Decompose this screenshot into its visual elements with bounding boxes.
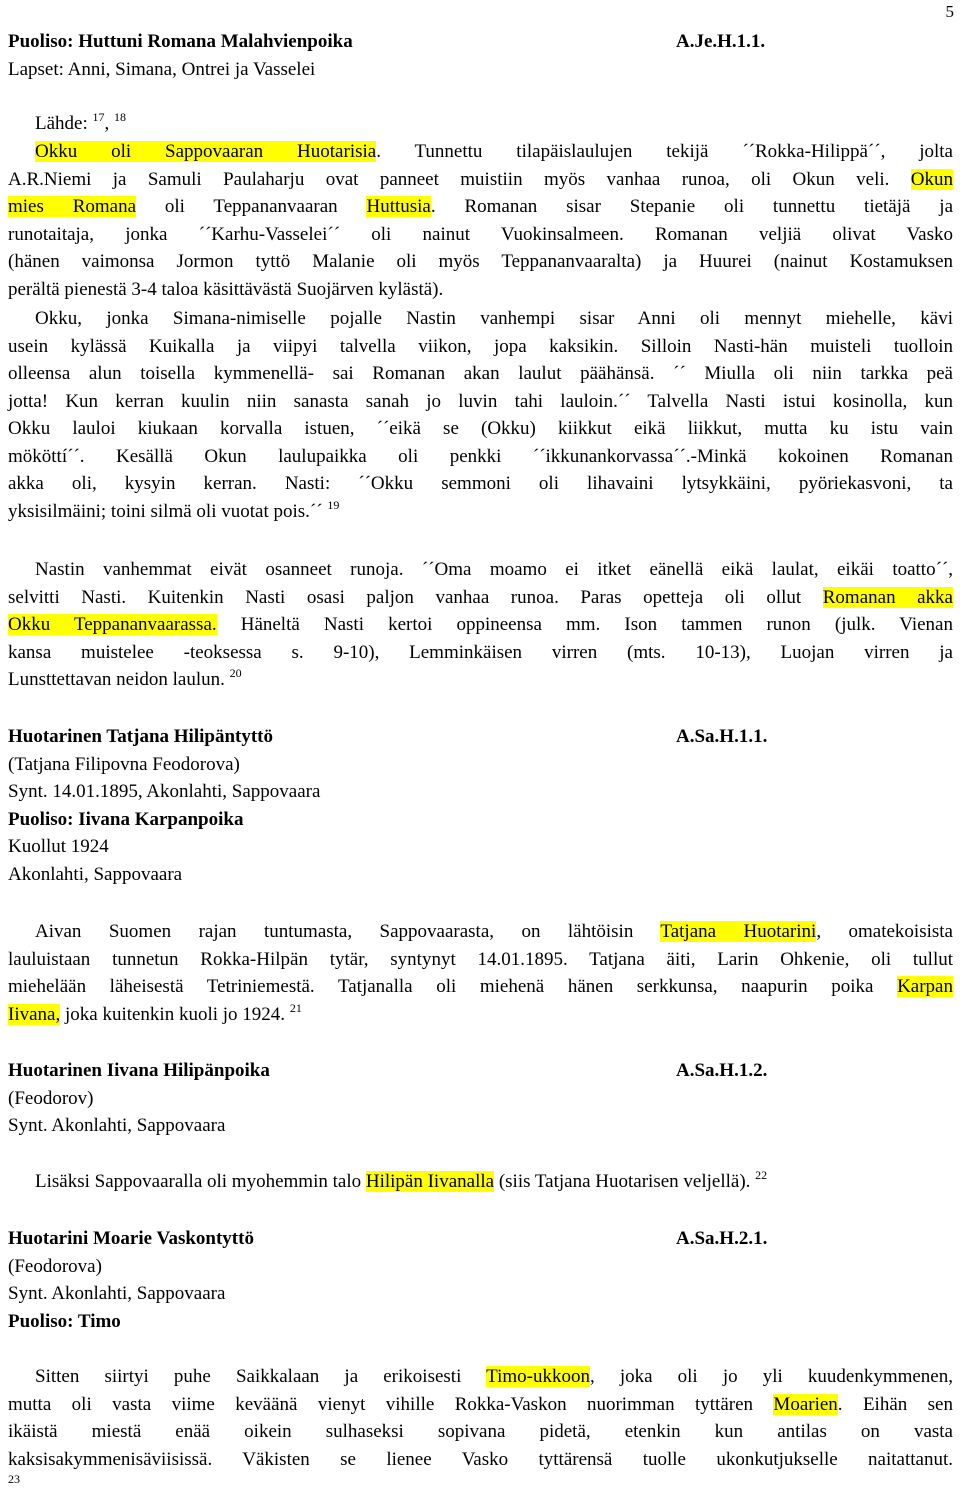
alt-name: (Feodorova)	[8, 1255, 102, 1277]
alt-name: (Tatjana Filipovna Feodorova)	[8, 753, 240, 775]
paragraph-nasti-parents: Nastin vanhemmat eivät osanneet runoja. ´´Oma moamo ei itket eänellä eikä laulat, eikäi toatto´´, selvitti Nasti. Kuitenkin Nasti osasi paljon vanhaa runoa. Paras opetteja oli ollut Romanan akka Okku Teppananvaarassa. Häneltä Nasti kertoi oppineensa mm. Ison tammen runon (julk. Vienan kansa muistelee -teoksessa s. 9-10), Lemminkäisen virren (mts. 10-13), Luojan virren ja Lunsttettavan neidon laulun. $^{20}$	[8, 559, 953, 690]
birth-line: Synt. 14.01.1895, Akonlahti, Sappovaara	[8, 781, 321, 802]
footnote-marker: 23	[8, 1472, 20, 1486]
footnote-ref: 17	[92, 110, 105, 124]
death-line: Kuollut 1924	[8, 836, 109, 857]
entry-iivana	[8, 1057, 953, 1140]
birth-line: Synt. Akonlahti, Sappovaara	[8, 1283, 226, 1304]
footnote-ref: 18	[114, 110, 127, 124]
page-number: 5	[945, 2, 954, 21]
place-line: Akonlahti, Sappovaara	[8, 863, 183, 885]
entry-tatjana	[8, 723, 953, 888]
entry-moarie	[8, 1225, 953, 1335]
highlight: Moarien	[773, 1393, 838, 1415]
paragraph-tatjana: Aivan Suomen rajan tuntumasta, Sappovaarasta, on lähtöisin Tatjana Huotarini, omatekoisista lauluistaan tunnetun Rokka-Hilpän tytär, syntynyt 14.01.1895. Tatjana äiti, Larin Ohkenie, oli tullut miehelään läheisestä Tetriniemestä. Tatjanalla oli miehenä hänen serkkunsa, naapurin poika Karpan Iivana, joka kuitenkin kuoli jo 1924. $^{21}$	[8, 921, 953, 1025]
alt-name: (Feodorov)	[8, 1087, 94, 1109]
paragraph-nasti-memory: Okku, jonka Simana-nimiselle pojalle Nastin vanhempi sisar Anni oli mennyt miehelle, kävi usein kylässä Kuikalla ja viipyi talvella viikon, jopa kaksikin. Silloin Nasti-hän muisteli tuolloin olleensa alun toisella kymmenellä- sai Romanan akan laulut päähänsä. ´´ Miulla oli niin tarkka peä jotta! Kun kerran kuulin niin sanasta sanah jo luvin tahi lauloin.´´ Talvella Nasti istui kosinolla, kun Okku lauloi kiukaan korvalla istuen, ´´eikä se (Okku) kiikkut eikä liikkut, mutta ku istu vain mököttí´´. Kesällä Okun laulupaikka oli penkki ´´ikkunankorvassa´´.-Minkä kokoinen Romanan akka oli, kysyin kerran. Nasti: ´´Okku semmoni oli lihavaini lytsykkäini, pyöriekasvoni, ta yksisilmäini; toini silmä oli vuotat pois.´´ $^{19}$	[8, 308, 953, 522]
children-line: Lapset: Anni, Simana, Ontrei ja Vasselei	[8, 58, 316, 80]
entry-code: A.Sa.H.1.2.	[676, 1060, 768, 1081]
footnote-ref: 21	[289, 1000, 302, 1015]
highlight: Okun	[910, 168, 953, 190]
entry-code: A.Je.H.1.1.	[676, 31, 766, 52]
footnote-ref: 22	[755, 1168, 768, 1182]
paragraph-moarie: Sitten siirtyi puhe Saikkalaan ja erikoisesti Timo-ukkoon, joka oli jo yli kuudenkymmenen, mutta oli vasta viime keväänä vienyt vihille Rokka-Vaskon nuorimman tyttären Moarien. Eihän sen ikäistä miestä enää oikein sulhaseksi sopivana pidetä, etenkin kun antilas on vasta kaksisakymmenisäviisissä. Väkisten se lienee Vasko tyttärensä tuolle ukonkutjukselle naitattanut.	[8, 1366, 953, 1470]
spouse-line: Puoliso: Iivana Karpanpoika	[8, 808, 244, 830]
entry-code: A.Sa.H.2.1.	[676, 1228, 768, 1249]
highlight: Tatjana Huotarini	[660, 921, 817, 942]
entry-heading: Huotarini Moarie Vaskontyttö	[8, 1228, 254, 1249]
birth-line: Synt. Akonlahti, Sappovaara	[8, 1115, 226, 1136]
highlight: Iivana,	[8, 1003, 61, 1025]
highlight: Okku oli Sappovaaran Huotarisia	[35, 141, 377, 162]
paragraph-iivana: Lisäksi Sappovaaralla oli myohemmin talo Hilipän Iivanalla (siis Tatjana Huotarisen veljellä). $^{22}$	[35, 1168, 768, 1192]
highlight: Okku Teppananvaarassa.	[8, 614, 217, 635]
highlight: Karpan	[897, 976, 953, 997]
entry-romana	[8, 28, 953, 83]
highlight: Romanan akka	[822, 586, 953, 608]
footnote-ref: 19	[327, 497, 340, 512]
entry-heading: Huotarinen Iivana Hilipänpoika	[8, 1060, 270, 1081]
paragraph-okku: Okku oli Sappovaaran Huotarisia. Tunnettu tilapäislaulujen tekijä ´´Rokka-Hilippä´´, jolta A.R.Niemi ja Samuli Paulaharju ovat panneet muistiin myös vanhaa runoa, oli Okun veli. Okun mies Romana oli Teppananvaaran Huttusia. Romanan sisar Stepanie oli tunnettu tietäjä ja runotaitaja, jonka ´´Karhu-Vasselei´´ oli nainut Vuokinsalmeen. Romanan veljiä olivat Vasko (hänen vaimonsa Jormon tyttö Malanie oli myös Teppananvaaralta) ja Huurei (nainut Kostamuksen perältä pienestä 3-4 taloa käsittävästä Suojärven kylästä).	[8, 141, 954, 300]
spouse-line: Puoliso: Timo	[8, 1310, 121, 1332]
entry-code: A.Sa.H.1.1.	[676, 726, 768, 747]
entry-heading: Huotarinen Tatjana Hilipäntyttö	[8, 726, 273, 747]
highlight: Huttusia	[366, 196, 431, 217]
highlight: mies Romana	[8, 196, 137, 217]
footnote-ref: 20	[229, 666, 242, 680]
highlight: Timo-ukkoon	[486, 1366, 590, 1387]
highlight: Hilipän Iivanalla	[365, 1171, 495, 1192]
source-line: Lähde: $^{17}$, $^{18}$	[35, 110, 127, 134]
entry-spouse-heading: Puoliso: Huttuni Romana Malahvienpoika	[8, 31, 353, 52]
